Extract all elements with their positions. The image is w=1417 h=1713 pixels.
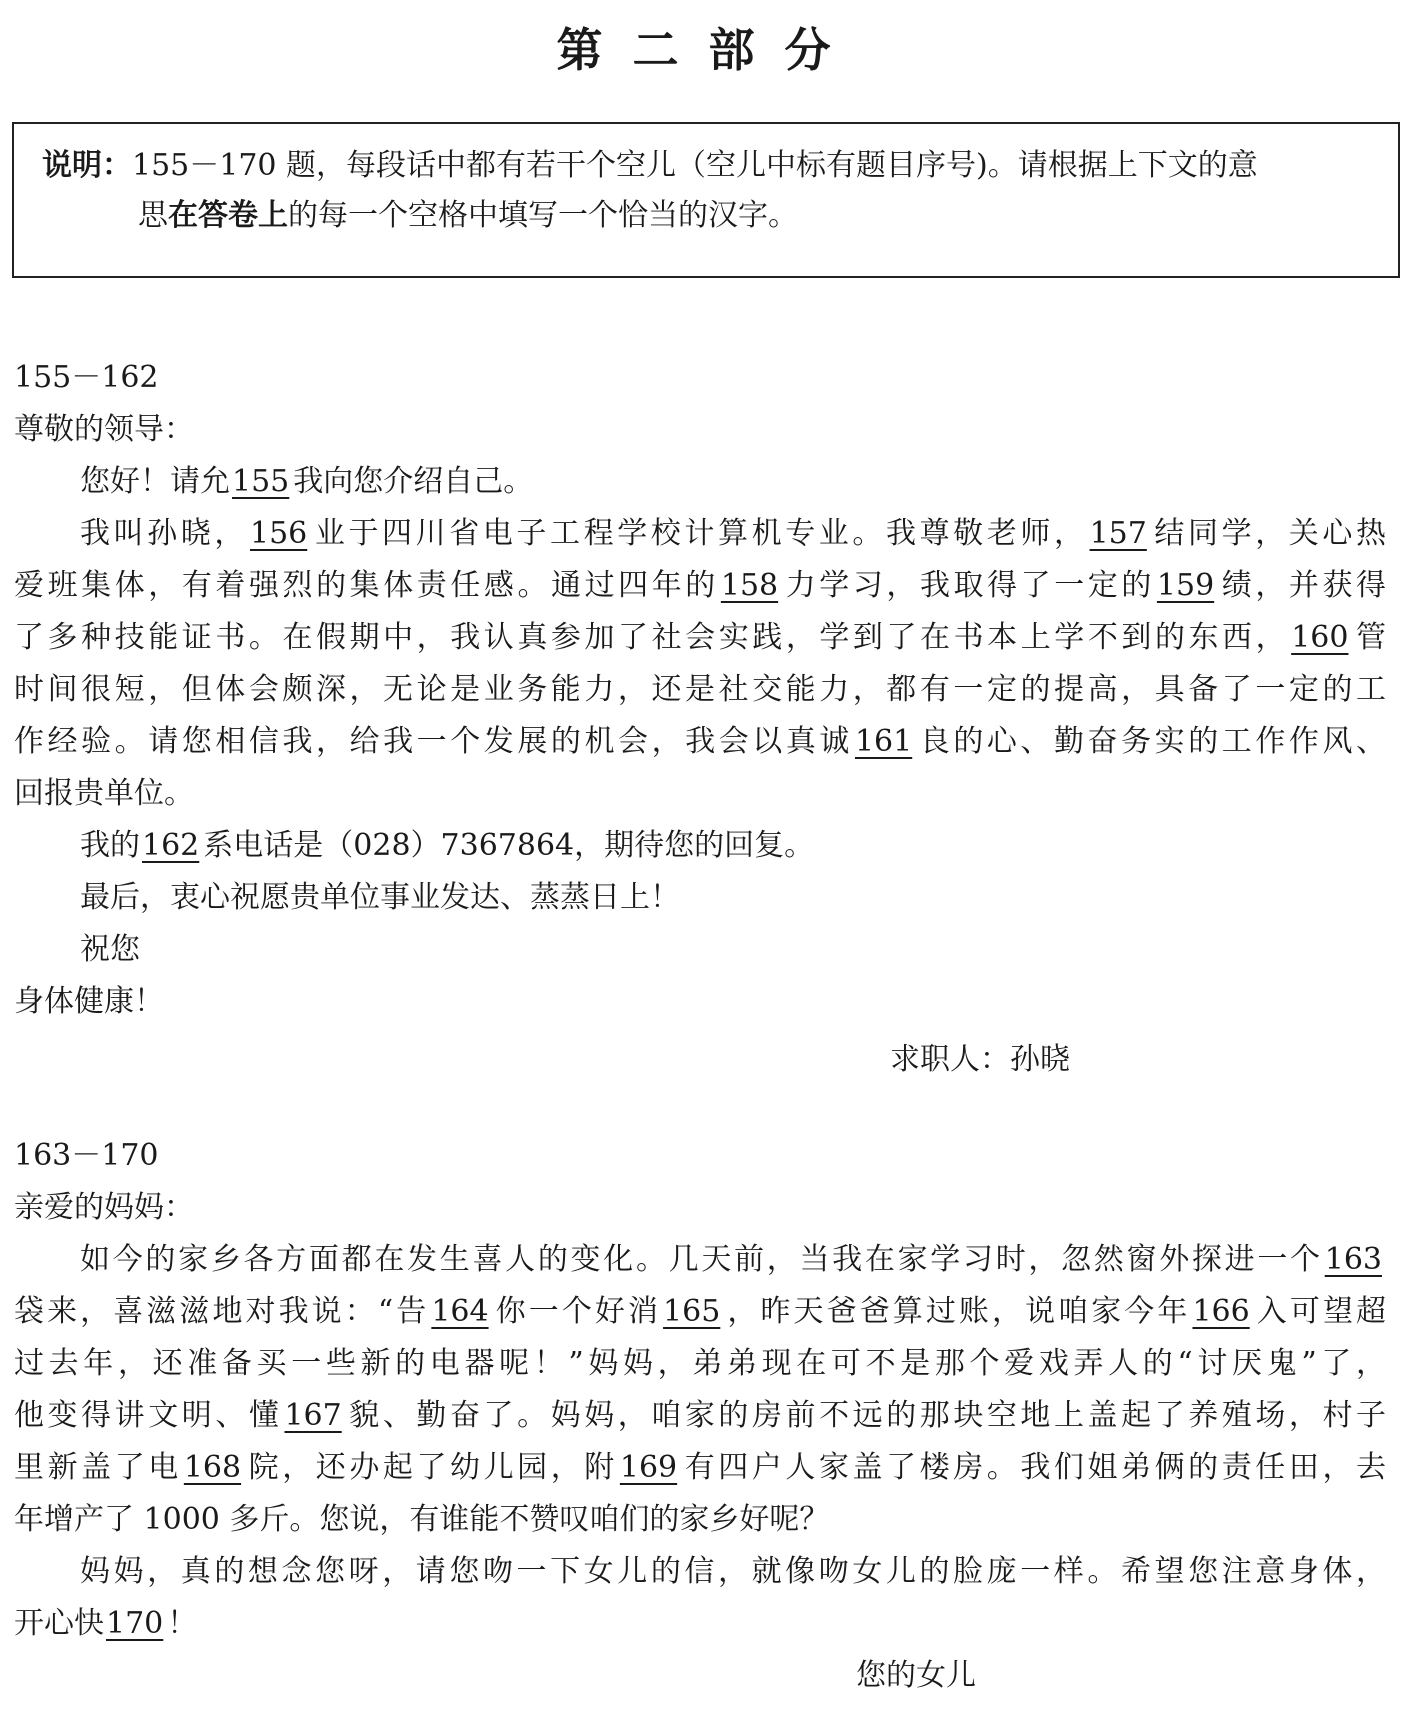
blank-157: 157 [1089, 516, 1147, 551]
blank-161: 161 [854, 724, 913, 759]
letter1-p2-line-1: 我叫孙晓，156 业于四川省电子工程学校计算机专业。我尊敬老师，157 结同学，关心热 [80, 516, 1387, 551]
letter2-signature: 您的女儿 [856, 1658, 976, 1693]
instructions-emphasis: 在答卷上 [168, 198, 288, 233]
instructions-label: 说明： [42, 148, 132, 183]
letter1-paragraph-1: 您好！请允155 我向您介绍自己。 [80, 464, 534, 499]
letter1-range: 155－162 [14, 360, 159, 395]
blank-155: 155 [232, 464, 290, 499]
blank-163: 163 [1324, 1242, 1382, 1277]
letter2-line-6: 年增产了 1000 多斤。您说，有谁能不赞叹咱们的家乡好呢？ [14, 1502, 830, 1537]
letter1-p2-line-2: 爱班集体，有着强烈的集体责任感。通过四年的158 力学习，我取得了一定的159 绩，并获得 [14, 568, 1387, 603]
letter1-closing-2: 身体健康！ [14, 984, 164, 1019]
letter2-range: 163－170 [14, 1138, 159, 1173]
blank-166: 166 [1192, 1294, 1250, 1329]
letter1-p2-line-3: 了多种技能证书。在假期中，我认真参加了社会实践，学到了在书本上学不到的东西，160 管 [14, 620, 1387, 655]
section-title: 第二部分 [556, 23, 861, 77]
blank-164: 164 [431, 1294, 489, 1329]
blank-162: 162 [142, 828, 200, 863]
letter2-line-7: 妈妈，真的想念您呀，请您吻一下女儿的信，就像吻女儿的脸庞一样。希望您注意身体， [80, 1554, 1386, 1589]
letter1-paragraph-3: 我的162 系电话是（028）7367864，期待您的回复。 [80, 828, 815, 863]
blank-169: 169 [619, 1450, 678, 1485]
blank-167: 167 [284, 1398, 342, 1433]
letter1-closing-1: 祝您 [80, 932, 140, 967]
blank-156: 156 [249, 516, 308, 551]
letter2-line-3: 过去年，还准备买一些新的电器呢！”妈妈，弟弟现在可不是那个爱戏弄人的“讨厌鬼”了， [14, 1346, 1386, 1381]
blank-159: 159 [1156, 568, 1215, 603]
letter2-salutation: 亲爱的妈妈： [14, 1190, 194, 1225]
letter2-line-5: 里新盖了电168 院，还办起了幼儿园，附169 有四户人家盖了楼房。我们姐弟俩的责任田，去 [14, 1450, 1387, 1485]
blank-158: 158 [720, 568, 779, 603]
letter1-salutation: 尊敬的领导： [14, 412, 194, 447]
letter1-p2-line-6: 回报贵单位。 [14, 776, 194, 811]
letter2-line-2: 袋来，喜滋滋地对我说：“告164 你一个好消165 ，昨天爸爸算过账，说咱家今年166 入可望超 [14, 1294, 1387, 1329]
letter2-line-4: 他变得讲文明、懂167 貌、勤奋了。妈妈，咱家的房前不远的那块空地上盖起了养殖场，村子 [14, 1398, 1387, 1433]
blank-160: 160 [1291, 620, 1349, 655]
letter2-line-1: 如今的家乡各方面都在发生喜人的变化。几天前，当我在家学习时，忽然窗外探进一个163 [80, 1240, 1386, 1280]
letter1-p2-line-4: 时间很短，但体会颇深，无论是业务能力，还是社交能力，都有一定的提高，具备了一定的工 [14, 672, 1386, 707]
blank-165: 165 [663, 1294, 721, 1329]
letter1-paragraph-4: 最后，衷心祝愿贵单位事业发达、蒸蒸日上！ [80, 880, 680, 915]
instructions-box [12, 122, 1400, 278]
instructions-line-1: 说明：155－170 题，每段话中都有若干个空儿（空儿中标有题目序号)。请根据上下文的意 [42, 148, 1258, 183]
letter2-line-8: 开心快170 ！ [14, 1606, 198, 1641]
instructions-line-2: 思在答卷上的每一个空格中填写一个恰当的汉字。 [138, 198, 798, 233]
blank-170: 170 [106, 1606, 164, 1641]
letter1-signature: 求职人：孙晓 [890, 1042, 1070, 1077]
blank-168: 168 [183, 1450, 242, 1485]
letter1-p2-line-5: 作经验。请您相信我，给我一个发展的机会，我会以真诚161 良的心、勤奋务实的工作作风、 [14, 724, 1387, 759]
